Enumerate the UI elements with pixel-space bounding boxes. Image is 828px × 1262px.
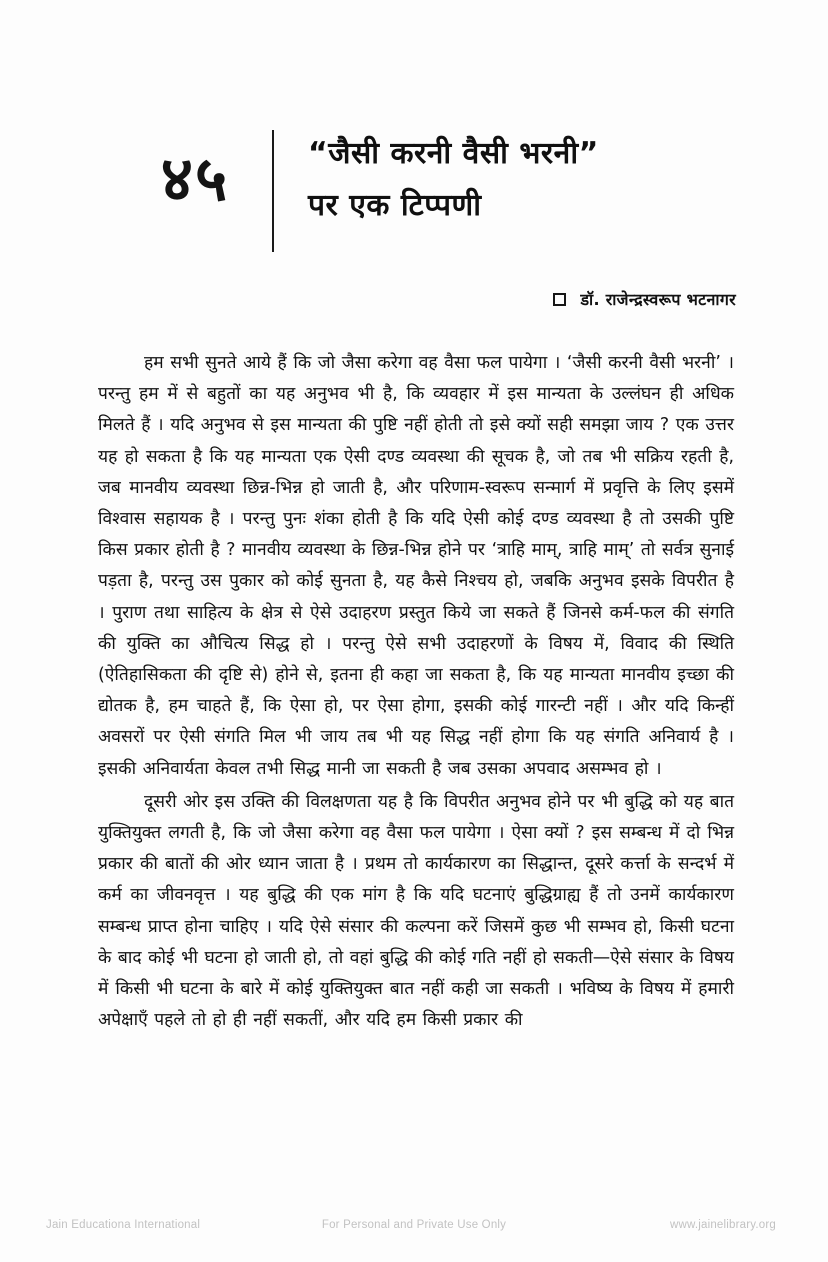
footer-usage-notice: For Personal and Private Use Only [321, 1219, 507, 1231]
article-body [98, 348, 734, 1036]
footer-website: www.jainelibrary.org [669, 1219, 776, 1231]
author-byline [553, 288, 736, 310]
page-title [308, 128, 778, 231]
title-line-2: पर एक टिप्पणी [308, 187, 482, 223]
paragraph [98, 348, 734, 785]
page-header [0, 128, 828, 258]
paragraph-text: हम सभी सुनते आये हैं कि जो जैसा करेगा वह वैसा फल पायेगा । ‘जैसी करनी वैसी भरनी’ । परन्तु हम में से बहुतों का यह अनुभव भी है, कि व्यवहार में इस मान्यता के उल्लंघन ही अधिक मिलते हैं । यदि अनुभव से इस मान्यता की पुष्टि नहीं होती तो इसे क्यों सही समझा जाय ? एक उत्तर यह हो सकता है कि यह मान्यता एक ऐसी दण्ड व्यवस्था की सूचक है, जो तब भी सक्रिय रहती है, जब मानवीय व्यवस्था छिन्न-भिन्न हो जाती है, और परिणाम-स्वरूप सन्मार्ग में प्रवृत्ति के लिए इसमें विश्वास सहायक है । परन्तु पुनः शंका होती है कि यदि ऐसी कोई दण्ड व्यवस्था है तो उसकी पुष्टि किस प्रकार होती है ? मानवीय व्यवस्था के छिन्न-भिन्न होने पर ‘त्राहि माम्, त्राहि माम्’ तो सर्वत्र सुनाई पड़ता है, परन्तु उस पुकार को कोई सुनता है, यह कैसे निश्चय हो, जबकि अनुभव इसके विपरीत है । पुराण तथा साहित्य के क्षेत्र से ऐसे उदाहरण प्रस्तुत किये जा सकते हैं जिनसे कर्म-फल की संगति की युक्ति का औचित्य सिद्ध हो । परन्तु ऐसे सभी उदाहरणों के विषय में, विवाद की स्थिति (ऐतिहासिकता की दृष्टि से) होने से, इतना ही कहा जा सकता है, कि यह मान्यता मानवीय इच्छा की द्योतक है, हम चाहते हैं, कि ऐसा हो, पर ऐसा होगा, इसकी कोई गारन्टी नहीं । और यदि किन्हीं अवसरों पर ऐसी संगति मिल भी जाय तब भी यह सिद्ध नहीं होगा कि यह संगति अनिवार्य है । इसकी अनिवार्यता केवल तभी सिद्ध मानी जा सकती है जब उसका अपवाद असम्भव हो । [98, 353, 734, 779]
footer-organization: Jain Educationa International [46, 1219, 201, 1231]
paragraph [98, 787, 734, 1037]
square-bullet-icon [553, 293, 566, 306]
title-line-1: “जैसी करनी वैसी भरनी” [308, 136, 599, 171]
page-footer [0, 1216, 828, 1234]
chapter-number: ४५ [160, 142, 230, 215]
paragraph-text: दूसरी ओर इस उक्ति की विलक्षणता यह है कि विपरीत अनुभव होने पर भी बुद्धि को यह बात युक्तियुक्त लगती है, कि जो जैसा करेगा वह वैसा फल पायेगा । ऐसा क्यों ? इस सम्बन्ध में दो भिन्न प्रकार की बातों की ओर ध्यान जाता है । प्रथम तो कार्यकारण का सिद्धान्त, दूसरे कर्त्ता के सन्दर्भ में कर्म का जीवनवृत्त । यह बुद्धि की एक मांग है कि यदि घटनाएं बुद्धिग्राह्य हैं तो उनमें कार्यकारण सम्बन्ध प्राप्त होना चाहिए । यदि ऐसे संसार की कल्पना करें जिसमें कुछ भी सम्भव हो, किसी घटना के बाद कोई भी घटना हो जाती हो, तो वहां बुद्धि की कोई गति नहीं हो सकती—ऐसे संसार के विषय में किसी भी घटना के बारे में कोई युक्तियुक्त बात नहीं कही जा सकती । भविष्य के विषय में हमारी अपेक्षाएँ पहले तो हो ही नहीं सकतीं, और यदि हम किसी प्रकार की [98, 791, 734, 1031]
header-divider-rule [272, 130, 274, 252]
author-name: डॉ. राजेन्द्रस्वरूप भटनागर [580, 290, 736, 309]
